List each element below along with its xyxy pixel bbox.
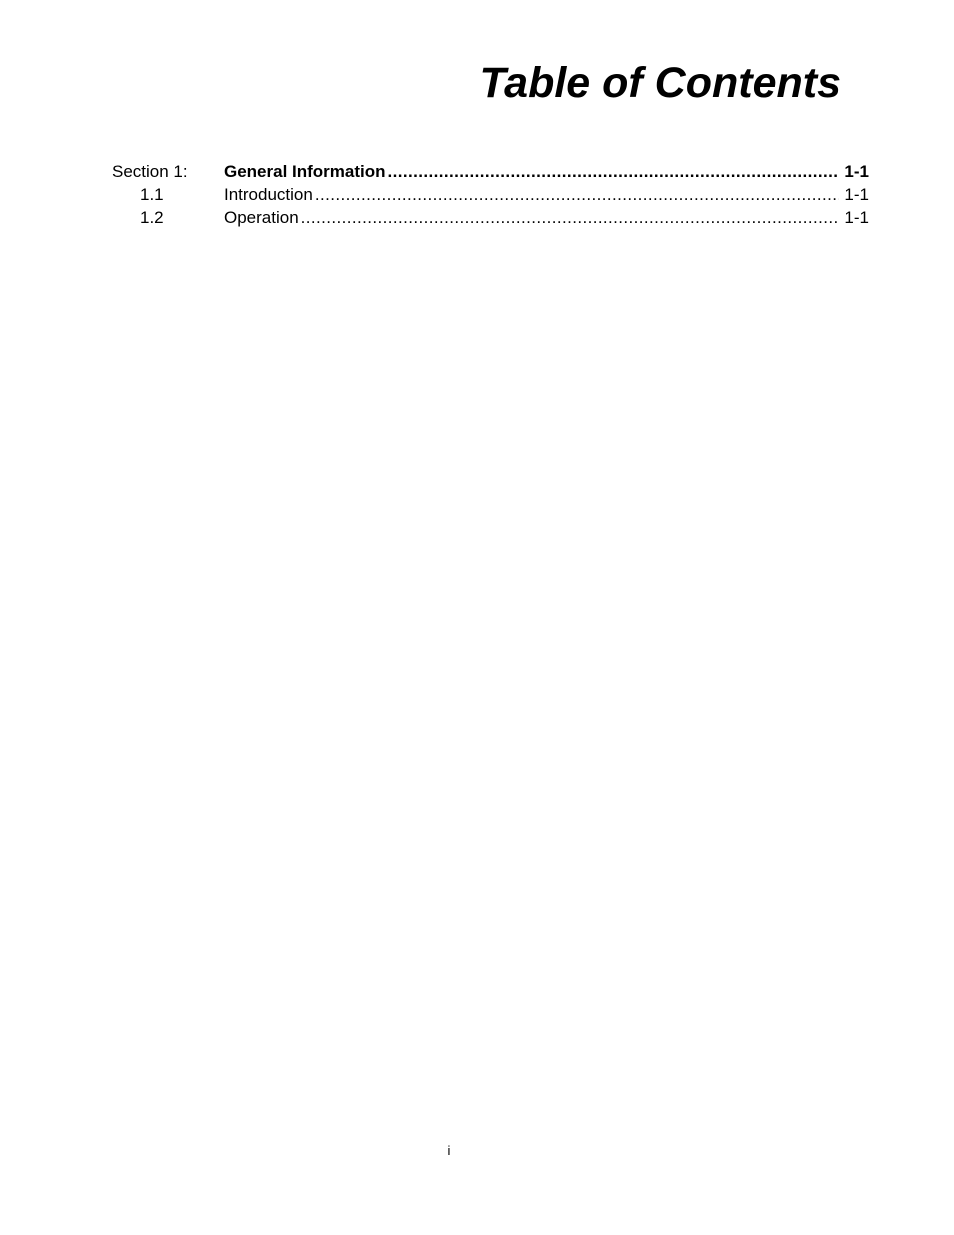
toc-entry-label: Operation xyxy=(224,208,299,227)
toc-entry-page: 1-1 xyxy=(839,206,869,229)
page-number: i xyxy=(447,1143,451,1158)
toc-entry-row[interactable] xyxy=(112,206,869,229)
toc-entry-operation[interactable] xyxy=(224,206,869,229)
toc-dot-leader xyxy=(388,160,840,183)
toc-entry-row[interactable] xyxy=(112,183,869,206)
toc-section-entry[interactable] xyxy=(224,160,869,183)
toc-dot-leader xyxy=(315,183,840,206)
table-of-contents xyxy=(112,160,869,229)
toc-entry-page: 1-1 xyxy=(839,183,869,206)
toc-section-number: Section 1: xyxy=(112,162,188,181)
toc-entry-introduction[interactable] xyxy=(224,183,869,206)
page-title: Table of Contents xyxy=(479,59,841,107)
toc-entry-label: Introduction xyxy=(224,185,313,204)
toc-entry-number: 1.2 xyxy=(140,208,164,227)
toc-section-page: 1-1 xyxy=(839,160,869,183)
toc-section-row[interactable] xyxy=(112,160,869,183)
toc-section-label: General Information xyxy=(224,162,386,181)
toc-dot-leader xyxy=(301,206,840,229)
toc-entry-number: 1.1 xyxy=(140,185,164,204)
